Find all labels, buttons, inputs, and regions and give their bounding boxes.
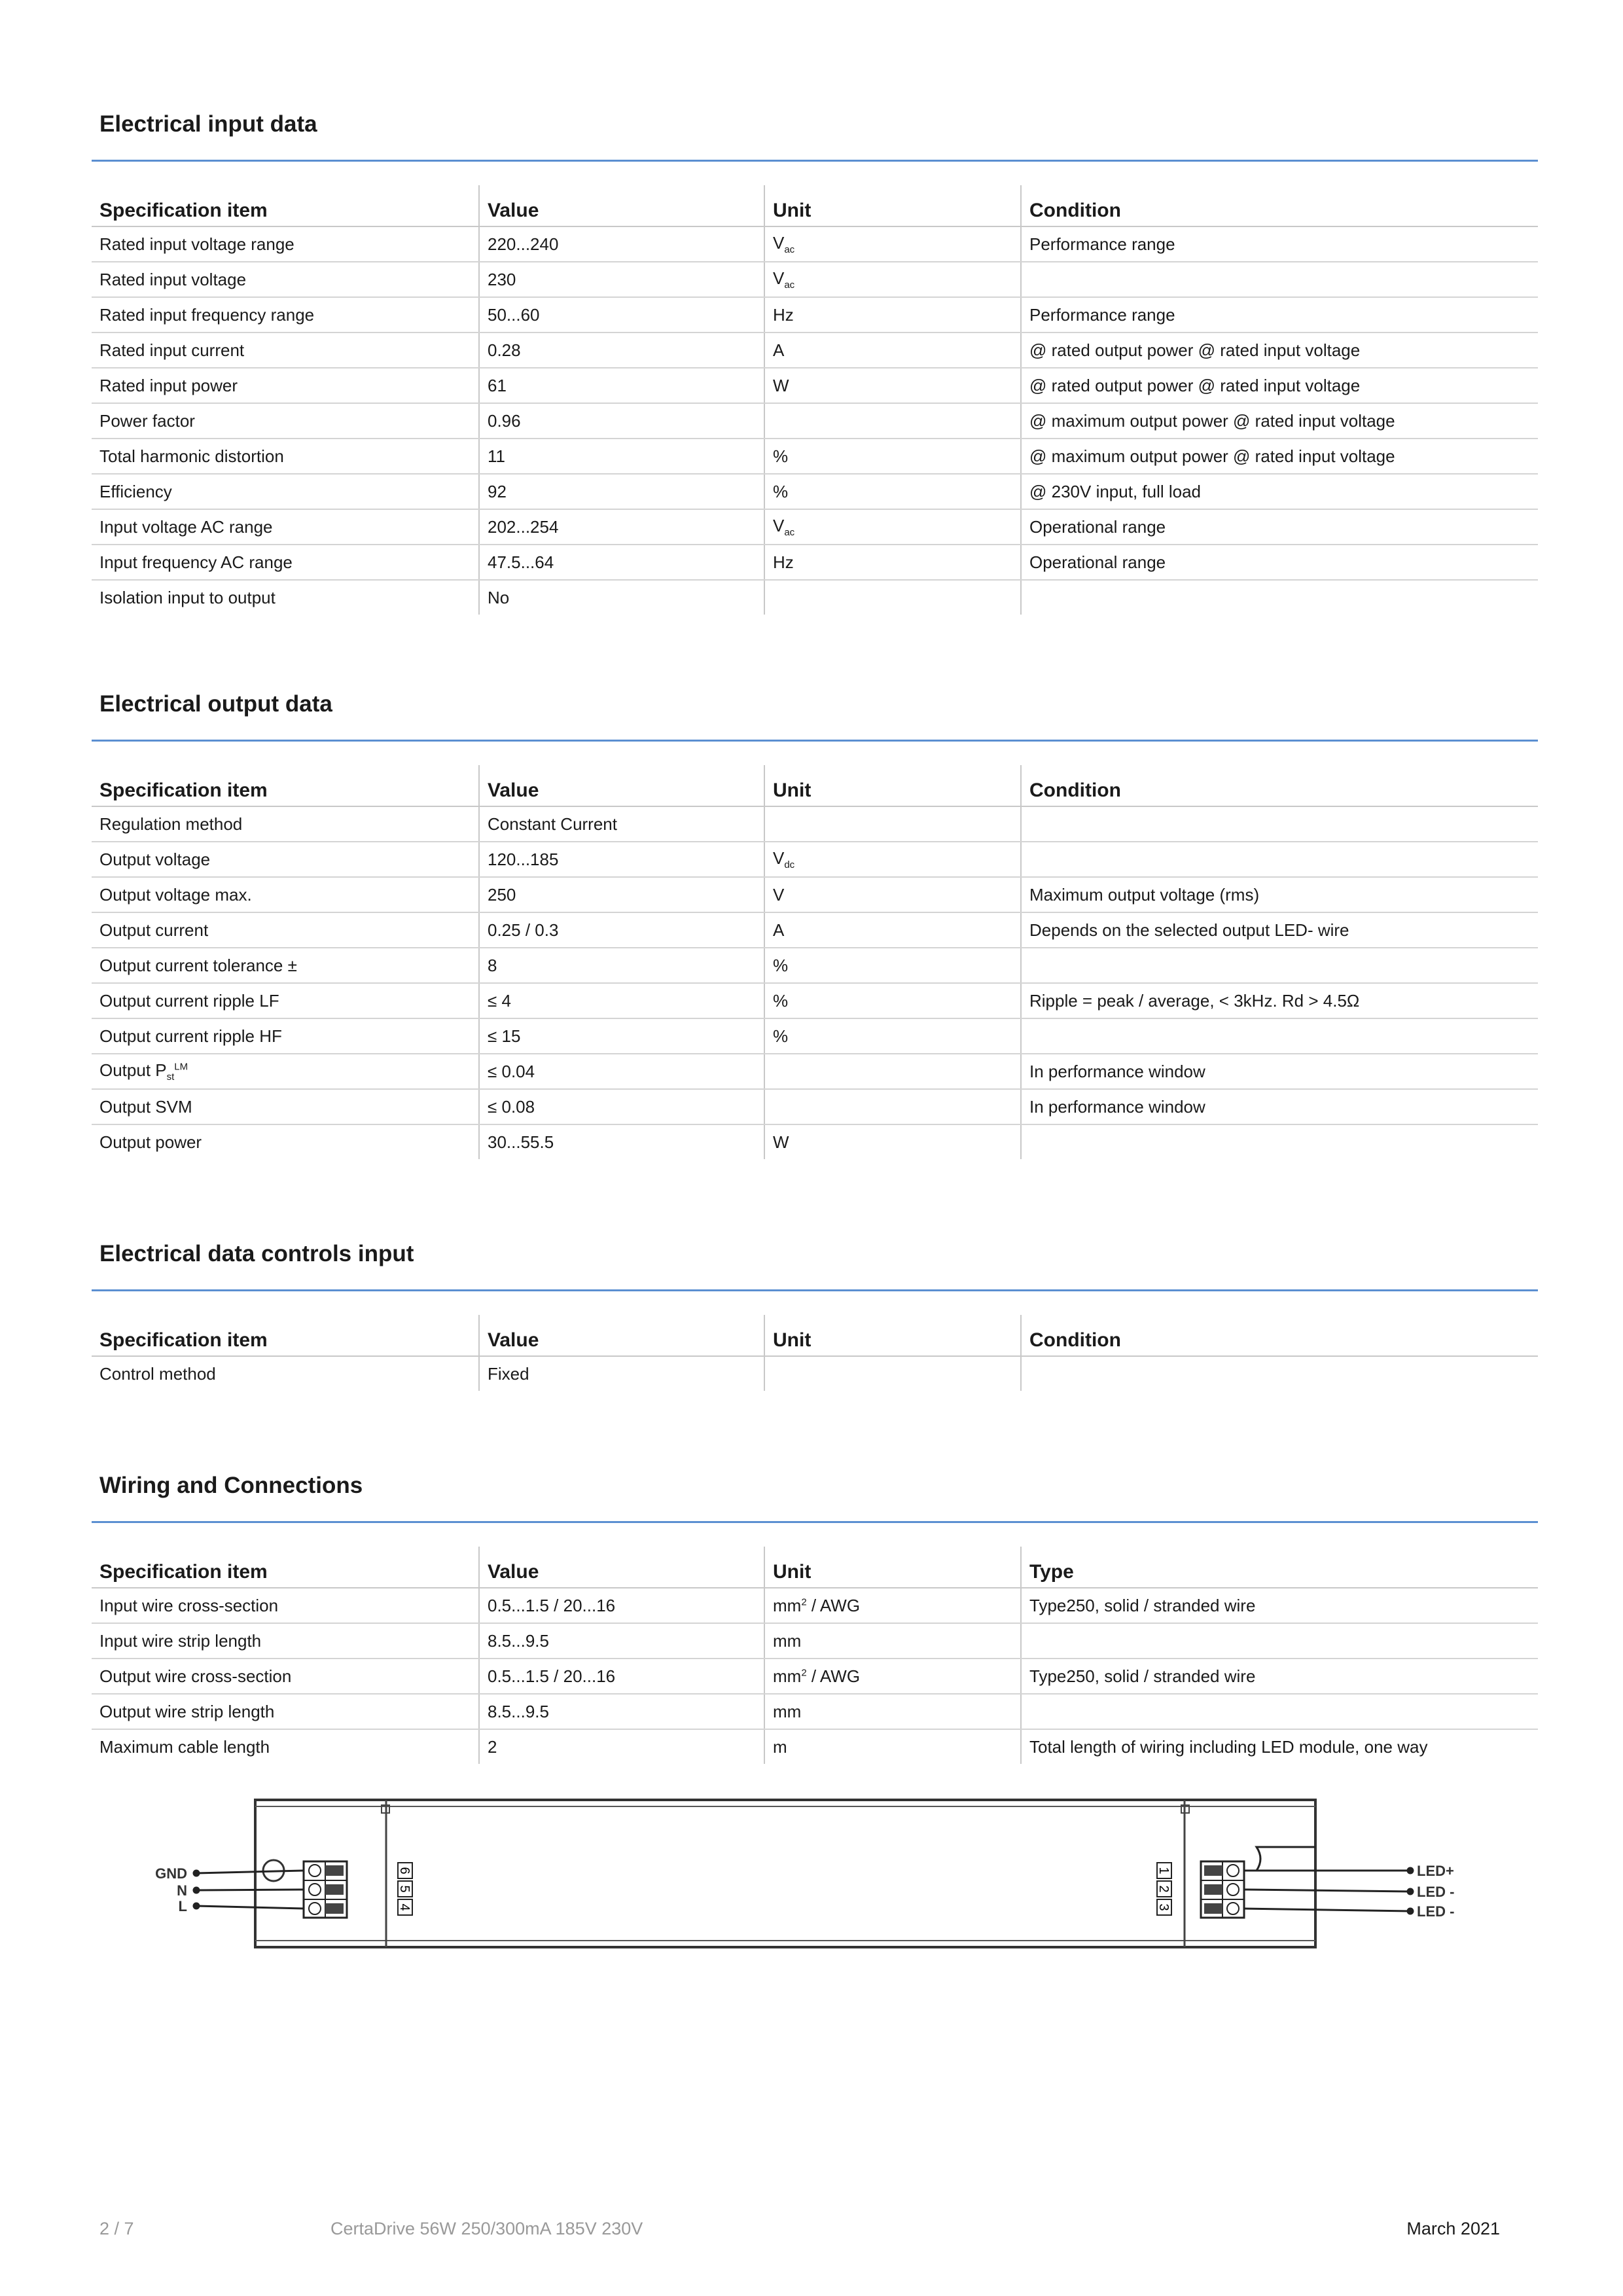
output-terminal-block	[1201, 1861, 1244, 1918]
wire-label: GND	[155, 1865, 187, 1882]
table-row	[92, 509, 1538, 545]
cell-condition: Type250, solid / stranded wire	[1021, 1588, 1538, 1623]
section-divider	[92, 160, 1538, 162]
cell-spec-item: Isolation input to output	[99, 587, 276, 607]
input-terminal-block	[304, 1861, 347, 1918]
table-row	[92, 806, 1538, 842]
spec-table	[92, 1547, 1538, 1764]
table-row	[92, 1659, 1538, 1694]
column-header: Condition	[1021, 1315, 1538, 1356]
terminal-number: 4	[397, 1903, 412, 1911]
spec-table	[92, 1315, 1538, 1391]
section-title: Wiring and Connections	[99, 1473, 363, 1498]
cell-unit	[764, 1089, 1021, 1124]
wire-label: LED+	[1417, 1863, 1454, 1879]
cell-unit: $V_{ac}$	[764, 262, 1021, 297]
cell-spec-item: Rated input current	[92, 332, 479, 368]
table-row	[92, 1356, 1538, 1391]
column-header: Condition	[1021, 765, 1538, 806]
cell-spec-item: Output power	[99, 1132, 202, 1152]
cell-value: ≤ 0.04	[479, 1054, 764, 1089]
column-header: Specification item	[92, 1547, 479, 1588]
cell-condition: @ rated output power @ rated input voltage	[1021, 332, 1538, 368]
cell-spec-item: Power factor	[92, 403, 479, 439]
cell-spec-item: Input wire cross-section	[92, 1588, 479, 1623]
table-row	[92, 262, 1538, 297]
cell-value: 92	[479, 474, 764, 509]
cell-value: 61	[479, 368, 764, 403]
table-row	[92, 545, 1538, 580]
column-header: Unit	[764, 185, 1021, 226]
spec-table	[92, 765, 1538, 1159]
table-row	[92, 403, 1538, 439]
column-header: Specification item	[92, 185, 479, 226]
cell-spec-item: Rated input power	[92, 368, 479, 403]
cell-unit	[764, 580, 1021, 615]
table-row	[92, 948, 1538, 983]
cell-value: ≤ 15	[479, 1018, 764, 1054]
cell-unit: mm	[764, 1623, 1021, 1659]
cell-unit: A	[764, 332, 1021, 368]
spec-table	[92, 185, 1538, 615]
cell-condition	[1021, 1623, 1538, 1659]
cell-spec-item: Output wire cross-section	[92, 1659, 479, 1694]
cell-condition: Performance range	[1021, 226, 1538, 262]
section-title: Electrical output data	[99, 691, 332, 717]
table-row	[92, 332, 1538, 368]
table-row	[92, 842, 1538, 877]
cell-unit: $mm^2$ / AWG	[764, 1588, 1021, 1623]
wire-label: LED -	[1417, 1884, 1455, 1900]
cell-value: 220...240	[479, 226, 764, 262]
table-row	[92, 912, 1538, 948]
cell-value: No	[479, 580, 764, 615]
cell-spec-item: Input frequency AC range	[92, 545, 479, 580]
cell-spec-item: Output current tolerance ±	[92, 948, 479, 983]
wiring-diagram	[144, 1793, 1479, 1977]
cell-condition	[1021, 1018, 1538, 1054]
column-header: Type	[1021, 1547, 1538, 1588]
cell-value: 8.5...9.5	[479, 1694, 764, 1729]
table-row	[92, 1623, 1538, 1659]
terminal-number: 6	[397, 1867, 412, 1874]
table-row	[92, 983, 1538, 1018]
cell-unit	[764, 403, 1021, 439]
cell-spec-item: Output wire strip length	[92, 1694, 479, 1729]
cell-value: 120...185	[479, 842, 764, 877]
cell-condition: Ripple = peak / average, < 3kHz. Rd > 4.5Ω	[1021, 983, 1538, 1018]
wire-label: N	[177, 1882, 187, 1899]
cell-spec-item: Output SVM	[92, 1089, 479, 1124]
wire-label: LED -	[1417, 1903, 1455, 1920]
cell-unit: m	[764, 1729, 1021, 1764]
cell-value: 11	[479, 439, 764, 474]
table-row	[92, 1089, 1538, 1124]
cell-value: 0.25 / 0.3	[479, 912, 764, 948]
section-divider	[92, 740, 1538, 742]
cell-unit: W	[764, 1124, 1021, 1159]
terminal-number: 3	[1156, 1903, 1171, 1911]
cell-condition	[1021, 806, 1538, 842]
cell-condition: @ rated output power @ rated input voltage	[1021, 368, 1538, 403]
table-header-row	[92, 185, 1538, 226]
column-header: Unit	[764, 1315, 1021, 1356]
table-row	[92, 877, 1538, 912]
cell-value: Fixed	[479, 1356, 764, 1391]
cell-spec-item: Total harmonic distortion	[92, 439, 479, 474]
cell-unit: $V_{ac}$	[764, 509, 1021, 545]
cell-unit: %	[764, 474, 1021, 509]
section-title: Electrical data controls input	[99, 1241, 414, 1266]
column-header: Value	[479, 1315, 764, 1356]
table-header-row	[92, 1315, 1538, 1356]
input-terminal-numbers	[397, 1863, 412, 1915]
table-row	[92, 1054, 1538, 1089]
table-row	[92, 1588, 1538, 1623]
table-row	[92, 1729, 1538, 1764]
cell-condition	[1021, 1124, 1538, 1159]
cell-condition: Total length of wiring including LED module, one way	[1021, 1729, 1538, 1764]
section-wiring-connections	[92, 1466, 1538, 1764]
section-divider	[92, 1521, 1538, 1523]
cell-value: 0.5...1.5 / 20...16	[479, 1588, 764, 1623]
cell-condition	[1021, 1356, 1538, 1391]
table-row	[92, 474, 1538, 509]
column-header: Value	[479, 185, 764, 226]
cell-unit: %	[764, 948, 1021, 983]
table-row	[92, 226, 1538, 262]
cell-condition	[1021, 948, 1538, 983]
table-row	[92, 1018, 1538, 1054]
cell-unit: %	[764, 1018, 1021, 1054]
cell-condition: Maximum output voltage (rms)	[1021, 877, 1538, 912]
cell-unit: W	[764, 368, 1021, 403]
cell-value: Constant Current	[479, 806, 764, 842]
cell-unit	[764, 806, 1021, 842]
column-header: Specification item	[92, 1315, 479, 1356]
cell-spec-item: Maximum cable length	[99, 1736, 270, 1757]
cell-condition: @ 230V input, full load	[1021, 474, 1538, 509]
wire-label: L	[178, 1898, 187, 1914]
section-controls-input	[92, 1234, 1538, 1391]
column-header: Condition	[1021, 185, 1538, 226]
section-divider	[92, 1289, 1538, 1291]
cell-condition	[1021, 842, 1538, 877]
cell-value: 0.28	[479, 332, 764, 368]
cell-unit: %	[764, 439, 1021, 474]
cell-value: 8.5...9.5	[479, 1623, 764, 1659]
cell-value: 202...254	[479, 509, 764, 545]
cell-spec-item: Rated input voltage range	[92, 226, 479, 262]
cell-value: 0.5...1.5 / 20...16	[479, 1659, 764, 1694]
table-row	[92, 1694, 1538, 1729]
column-header: Unit	[764, 1547, 1021, 1588]
page-number: 2 / 7	[99, 2219, 134, 2238]
cell-unit	[764, 1054, 1021, 1089]
cell-spec-item: Rated input voltage	[92, 262, 479, 297]
cell-spec-item: Output current ripple HF	[92, 1018, 479, 1054]
cell-condition	[1021, 262, 1538, 297]
cell-value: 230	[479, 262, 764, 297]
cell-unit: mm	[764, 1694, 1021, 1729]
cell-condition: In performance window	[1021, 1054, 1538, 1089]
cell-spec-item: Output current ripple LF	[92, 983, 479, 1018]
cell-value: 50...60	[479, 297, 764, 332]
column-header: Value	[479, 1547, 764, 1588]
cell-value: 0.96	[479, 403, 764, 439]
cell-unit: $V_{ac}$	[764, 226, 1021, 262]
section-electrical-output	[92, 685, 1538, 1159]
cell-condition: Operational range	[1021, 545, 1538, 580]
cell-unit: Hz	[764, 545, 1021, 580]
terminal-number: 2	[1156, 1885, 1171, 1893]
column-header: Unit	[764, 765, 1021, 806]
cell-unit: $V_{dc}$	[764, 842, 1021, 877]
cell-unit: Hz	[764, 297, 1021, 332]
cell-value: ≤ 0.08	[479, 1089, 764, 1124]
section-electrical-input	[92, 105, 1538, 615]
cell-spec-item: Input wire strip length	[92, 1623, 479, 1659]
cell-condition: @ maximum output power @ rated input voltage	[1021, 403, 1538, 439]
cell-value: 30...55.5	[479, 1124, 764, 1159]
table-row	[92, 1124, 1538, 1159]
document-date: March 2021	[1406, 2219, 1500, 2238]
cell-unit	[764, 1356, 1021, 1391]
output-terminal-numbers	[1156, 1863, 1171, 1915]
cell-spec-item: Input voltage AC range	[92, 509, 479, 545]
cell-value: ≤ 4	[479, 983, 764, 1018]
cell-condition	[1021, 1694, 1538, 1729]
cell-condition: In performance window	[1021, 1089, 1538, 1124]
cell-condition: Performance range	[1021, 297, 1538, 332]
terminal-number: 1	[1156, 1867, 1171, 1874]
table-row	[92, 439, 1538, 474]
cell-spec-item: Output voltage max.	[92, 877, 479, 912]
column-header: Specification item	[92, 765, 479, 806]
terminal-number: 5	[397, 1885, 412, 1893]
product-name: CertaDrive 56W 250/300mA 185V 230V	[330, 2219, 643, 2238]
cell-spec-item: Output $P_{st}^{LM}$	[92, 1054, 479, 1089]
cell-unit: %	[764, 983, 1021, 1018]
table-row	[92, 368, 1538, 403]
cell-value: 47.5...64	[479, 545, 764, 580]
cell-condition: @ maximum output power @ rated input voltage	[1021, 439, 1538, 474]
section-title: Electrical input data	[99, 111, 317, 137]
cell-spec-item: Rated input frequency range	[92, 297, 479, 332]
column-header: Value	[479, 765, 764, 806]
table-row	[92, 580, 1538, 615]
cell-condition	[1021, 580, 1538, 615]
cell-condition: Depends on the selected output LED- wire	[1021, 912, 1538, 948]
cell-condition: Type250, solid / stranded wire	[1021, 1659, 1538, 1694]
cell-spec-item: Regulation method	[92, 806, 479, 842]
cell-unit: $mm^2$ / AWG	[764, 1659, 1021, 1694]
cell-spec-item: Control method	[99, 1363, 216, 1384]
cell-unit: V	[764, 877, 1021, 912]
cell-value: 2	[479, 1729, 764, 1764]
table-header-row	[92, 1547, 1538, 1588]
cell-unit: A	[764, 912, 1021, 948]
table-row	[92, 297, 1538, 332]
cell-spec-item: Output voltage	[92, 842, 479, 877]
table-header-row	[92, 765, 1538, 806]
cell-value: 250	[479, 877, 764, 912]
cell-spec-item: Efficiency	[92, 474, 479, 509]
cell-value: 8	[479, 948, 764, 983]
cell-condition: Operational range	[1021, 509, 1538, 545]
cell-spec-item: Output current	[92, 912, 479, 948]
